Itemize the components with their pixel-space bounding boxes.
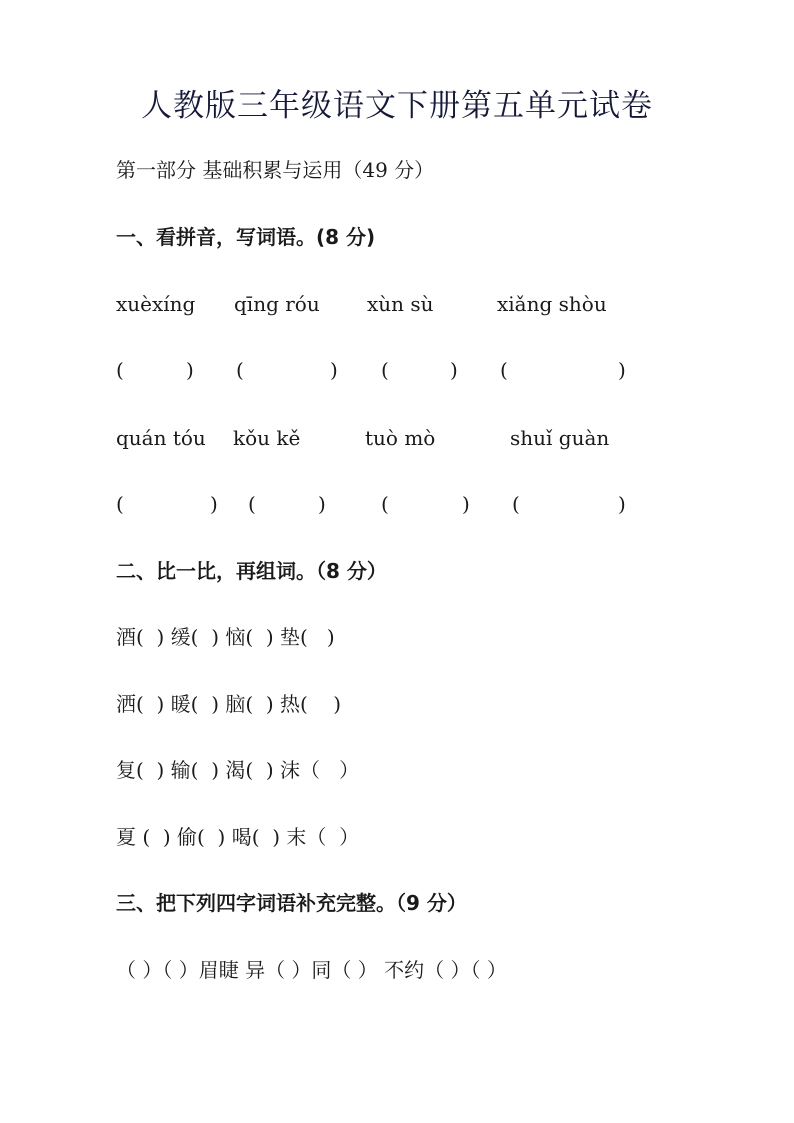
blank-open-paren: ( [236,358,244,382]
q2-row: 酒( ) 缓( ) 恼( ) 垫( ) [116,625,335,649]
blank-close-paren: ) [186,358,194,382]
pinyin-item: xuèxíng [116,292,196,316]
q3-row: （ ）（ ）眉睫 异（ ）同（ ） 不约（ ）（ ） [116,958,507,982]
q2-row: 洒( ) 暖( ) 脑( ) 热( ) [116,692,342,716]
pinyin-item: qīng róu [234,292,320,316]
q2-heading: 二、比一比，再组词。（8 分） [116,559,387,583]
q3-heading: 三、把下列四字词语补充完整。（9 分） [116,891,467,915]
blank-close-paren: ) [330,358,338,382]
blank-open-paren: ( [116,358,124,382]
blank-open-paren: ( [500,358,508,382]
blank-open-paren: ( [381,492,389,516]
blank-close-paren: ) [450,358,458,382]
blank-open-paren: ( [248,492,256,516]
page-title: 人教版三年级语文下册第五单元试卷 [141,88,653,124]
pinyin-item: xùn sù [367,292,434,316]
blank-close-paren: ) [462,492,470,516]
q2-row: 夏 ( ) 偷( ) 喝( ) 末（ ） [116,825,360,849]
blank-open-paren: ( [381,358,389,382]
blank-close-paren: ) [618,492,626,516]
blank-close-paren: ) [618,358,626,382]
q2-row: 复( ) 输( ) 渴( ) 沫（ ） [116,758,360,782]
pinyin-item: kǒu kě [233,426,301,450]
answer-blanks-row-1 [0,360,794,390]
pinyin-item: tuò mò [365,426,436,450]
q1-heading: 一、看拼音，写词语。(8 分) [116,225,376,249]
pinyin-row-2 [0,428,794,458]
blank-close-paren: ) [210,492,218,516]
pinyin-row-1 [0,294,794,324]
part-one-heading: 第一部分 基础积累与运用（49 分） [116,158,435,182]
pinyin-item: shuǐ guàn [510,426,610,450]
blank-close-paren: ) [318,492,326,516]
blank-open-paren: ( [512,492,520,516]
pinyin-item: quán tóu [116,426,206,450]
answer-blanks-row-2 [0,494,794,524]
pinyin-item: xiǎng shòu [497,292,607,316]
blank-open-paren: ( [116,492,124,516]
